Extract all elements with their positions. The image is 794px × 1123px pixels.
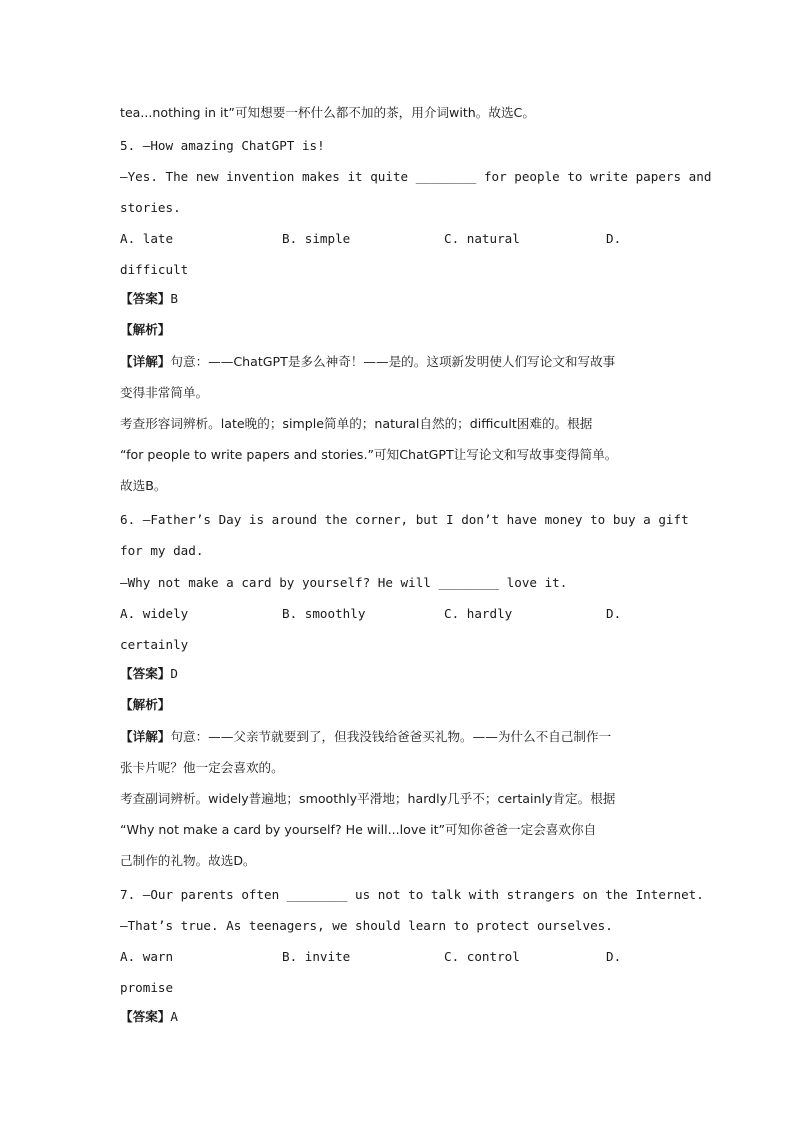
option-d: D. — [606, 231, 622, 246]
analysis-tag — [120, 696, 170, 714]
question-6-line: for my dad. — [120, 543, 204, 558]
option-b: B. simple — [282, 231, 351, 246]
analysis-tag — [120, 321, 170, 339]
question-6-line: —Why not make a card by yourself? He will ________ love it. — [120, 575, 568, 590]
detail-line: 张卡片呢？他一定会喜欢的。 — [120, 760, 284, 775]
detail-line: 考查副词辨析。widely普遍地；smoothly平滑地；hardly几乎不；certainly肯定。根据 — [120, 791, 616, 806]
answer-value: D — [170, 666, 178, 681]
detail-line: “for people to write papers and stories.”可知ChatGPT让写论文和写故事变得简单。 — [120, 447, 618, 462]
analysis-label: 【解析】 — [120, 322, 171, 337]
analysis-label: 【解析】 — [120, 697, 171, 712]
detail-line: 考查形容词辨析。late晚的；simple简单的；natural自然的；difficult困难的。根据 — [120, 416, 593, 431]
answer-tag: 【答案】 — [120, 291, 171, 306]
detail-line: 故选B。 — [120, 478, 167, 493]
detail-line — [120, 728, 611, 746]
detail-line — [120, 353, 615, 371]
option-a: A. widely — [120, 606, 189, 621]
option-d-text: promise — [120, 980, 174, 995]
question-5-stem: 5. —How amazing ChatGPT is! — [120, 138, 325, 153]
question-6-stem: 6. —Father’s Day is around the corner, but I don’t have money to buy a gift — [120, 512, 689, 527]
question-7-line: —That’s true. As teenagers, we should learn to protect ourselves. — [120, 918, 613, 933]
option-b: B. invite — [282, 949, 351, 964]
detail-line: 己制作的礼物。故选D。 — [120, 853, 256, 868]
answer-tag: 【答案】 — [120, 666, 171, 681]
detail-tag: 【详解】 — [120, 729, 171, 744]
question-5-line: stories. — [120, 200, 181, 215]
answer-tag: 【答案】 — [120, 1009, 171, 1024]
option-b: B. smoothly — [282, 606, 366, 621]
question-7-stem: 7. —Our parents often ________ us not to talk with strangers on the Internet. — [120, 887, 704, 902]
option-d: D. — [606, 949, 622, 964]
option-a: A. late — [120, 231, 174, 246]
detail-line: “Why not make a card by yourself? He will...love it”可知你爸爸一定会喜欢你自 — [120, 822, 597, 837]
answer-line — [120, 1008, 178, 1026]
option-d-text: difficult — [120, 262, 189, 277]
option-c: C. hardly — [444, 606, 513, 621]
detail-text: 句意：——ChatGPT是多么神奇！——是的。这项新发明使人们写论文和写故事 — [170, 354, 616, 369]
option-a: A. warn — [120, 949, 174, 964]
answer-value: B — [170, 291, 178, 306]
detail-tag: 【详解】 — [120, 354, 171, 369]
option-d: D. — [606, 606, 622, 621]
detail-line: 变得非常简单。 — [120, 385, 209, 400]
detail-text: 句意：——父亲节就要到了，但我没钱给爸爸买礼物。——为什么不自己制作一 — [170, 729, 612, 744]
option-c: C. control — [444, 949, 520, 964]
answer-line — [120, 665, 178, 683]
option-c: C. natural — [444, 231, 520, 246]
text-line: tea...nothing in it”可知想要一杯什么都不加的茶，用介词with。故选C。 — [120, 105, 535, 120]
answer-line — [120, 290, 178, 308]
question-5-line: —Yes. The new invention makes it quite ________ for people to write papers and — [120, 169, 712, 184]
option-d-text: certainly — [120, 637, 189, 652]
answer-value: A — [170, 1009, 178, 1024]
